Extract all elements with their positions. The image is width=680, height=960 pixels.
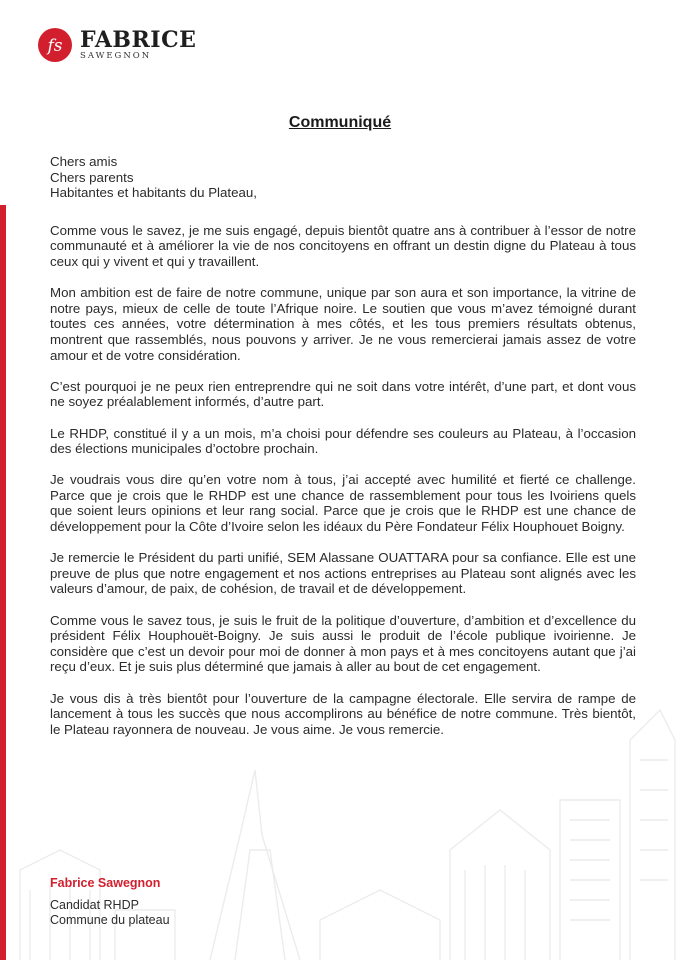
paragraph: Mon ambition est de faire de notre commune, unique par son aura et son importance, la vitrine de notre pays, mieux de celle de toute l’Afrique noire. Le soutien que vous m’avez témoigné durant toutes ces années, votre détermination à mes côtés, et les tous premiers résultats obtenus, montrent que rassemblés, nous pouvons y arriver. Je ne vous remercierai jamais assez de votre amour et de votre considération. — [50, 285, 636, 363]
signatory-role: Candidat RHDP — [50, 897, 139, 912]
paragraph: Le RHDP, constitué il y a un mois, m’a choisi pour défendre ses couleurs au Plateau, à l’occasion des élections municipales d’octobre prochain. — [50, 425, 636, 457]
salutation-block — [50, 154, 636, 201]
paragraph: Comme vous le savez tous, je suis le fruit de la politique d’ouverture, d’ambition et d’excellence du président Félix Houphouët-Boigny. Je suis aussi le produit de l’école publique ivoirienne. Je considère que c’est un devoir pour moi de donner à mon pays et à mes concitoyens autant que j’ai reçu d’eux. Et je suis plus déterminé que jamais à aller au bout de cet engagement. — [50, 612, 636, 675]
paragraph: Comme vous le savez, je me suis engagé, depuis bientôt quatre ans à contribuer à l’essor de notre communauté et à améliorer la vie de nos concitoyens en offrant un destin digne du Plateau à tous ceux qui y vivent et qui y travaillent. — [50, 222, 636, 269]
logo-name: FABRICE — [80, 27, 197, 54]
logo-subtitle: SAWEGNON — [80, 51, 152, 62]
letter-body — [50, 154, 636, 753]
salutation-line: Habitantes et habitants du Plateau, — [50, 185, 257, 201]
signatory-name: Fabrice Sawegnon — [50, 876, 161, 890]
svg-text:fs: fs — [47, 36, 63, 56]
paragraph: C’est pourquoi je ne peux rien entreprendre qui ne soit dans votre intérêt, d’une part, et dont vous ne soyez préalablement informés, d’autre part. — [50, 378, 636, 410]
signatory-place: Commune du plateau — [50, 913, 170, 927]
paragraph: Je remercie le Président du parti unifié, SEM Alassane OUATTARA pour sa confiance. Elle est une preuve de plus que notre engagement et nos actions entreprises au Plateau sont alignés avec les valeurs d’amour, de paix, de cohésion, de travail et de développement. — [50, 550, 636, 597]
salutation-line: Chers parents — [50, 169, 134, 185]
fs-monogram-icon — [38, 28, 72, 62]
document-title: Communiqué — [288, 114, 392, 131]
signature-block — [50, 876, 170, 929]
salutation-line: Chers amis — [50, 154, 118, 169]
paragraph: Je vous dis à très bientôt pour l’ouverture de la campagne électorale. Elle servira de rampe de lancement à tous les succès que nous accomplirons au bénéfice de notre commune. Très bientôt, le Plateau rayonnera de nouveau. Je vous aime. Je vous remercie. — [50, 690, 636, 737]
brand-logo — [38, 28, 196, 62]
paragraph: Je voudrais vous dire qu’en votre nom à tous, j’ai accepté avec humilité et fierté ce challenge. Parce que je crois que le RHDP est une chance de rassemblement pour tous les Ivoiriens quels que soient leurs opinions et leur rang social. Parce que je crois que le RHDP est une chance de développement pour la Côte d’Ivoire selon les idéaux du Père Fondateur Félix Houphouet Boigny. — [50, 472, 636, 535]
